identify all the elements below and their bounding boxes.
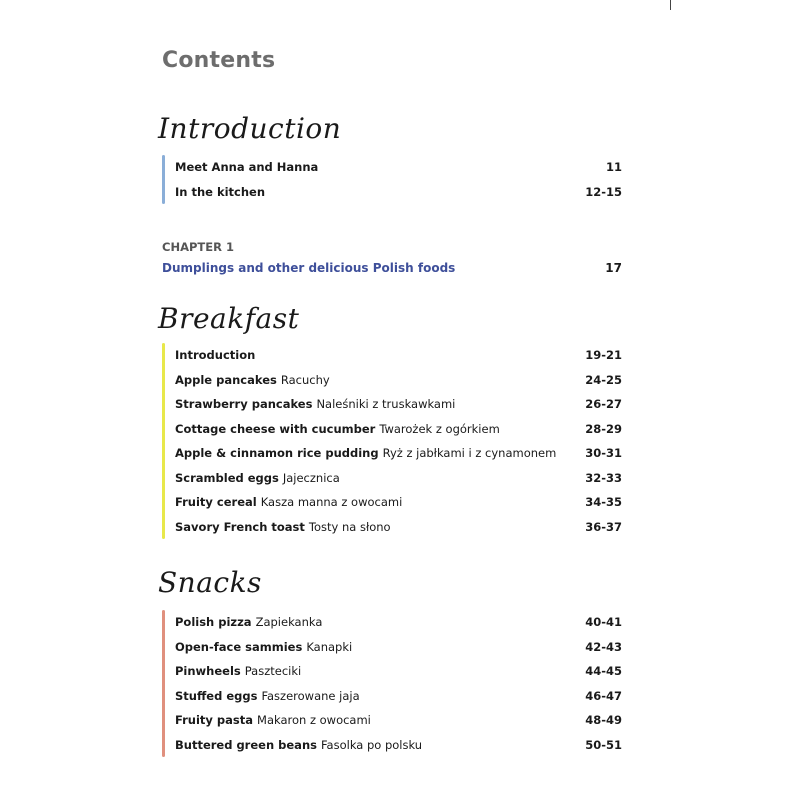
entry-polish-name: Kasza manna z owocami (260, 495, 403, 509)
section-breakfast (162, 343, 622, 539)
toc-entry[interactable] (162, 733, 622, 758)
entry-polish-name: Jajecznica (282, 470, 340, 485)
entry-pages: 30-31 (585, 446, 622, 460)
chapter-title: Dumplings and other delicious Polish foods (162, 261, 456, 275)
entry-pages: 19-21 (585, 348, 622, 362)
toc-entry[interactable] (162, 155, 622, 180)
section-heading-introduction: Introduction (158, 112, 342, 145)
entry-title: In the kitchen (175, 184, 266, 199)
entry-polish-name: Fasolka po polsku (320, 737, 423, 752)
entry-title: Open-face sammies (175, 639, 303, 654)
toc-entry[interactable] (162, 368, 622, 393)
page-edge-mark (670, 0, 671, 10)
entry-polish-name: Faszerowane jaja (261, 688, 360, 703)
entry-pages: 34-35 (585, 495, 622, 509)
toc-entry[interactable] (162, 417, 622, 442)
toc-entry[interactable] (162, 441, 622, 466)
entry-pages: 26-27 (585, 397, 622, 411)
chapter-pages: 17 (605, 261, 622, 275)
entry-polish-name: Ryż z jabłkami i z cynamonem (382, 446, 557, 460)
toc-entry[interactable] (162, 515, 622, 540)
entry-pages: 24-25 (585, 372, 622, 387)
entry-title: Fruity pasta (175, 713, 254, 727)
toc-entry[interactable] (162, 610, 622, 635)
entry-polish-name: Racuchy (280, 372, 330, 387)
entry-pages: 11 (605, 160, 622, 174)
entry-pages: 28-29 (585, 421, 622, 436)
section-heading-breakfast: Breakfast (158, 302, 300, 335)
toc-entry[interactable] (162, 490, 622, 515)
toc-entry[interactable] (162, 659, 622, 684)
entry-pages: 46-47 (585, 688, 622, 703)
section-snacks (162, 610, 622, 757)
section-introduction (162, 155, 622, 204)
chapter-label: CHAPTER 1 (162, 240, 234, 254)
entry-pages: 48-49 (585, 713, 622, 727)
entry-title: Meet Anna and Hanna (175, 160, 319, 174)
entry-polish-name: Tosty na słono (308, 519, 391, 534)
entry-pages: 36-37 (585, 519, 622, 534)
page-title: Contents (162, 48, 276, 73)
entry-title: Buttered green beans (175, 737, 317, 752)
entry-polish-name: Paszteciki (244, 664, 302, 678)
entry-pages: 50-51 (585, 737, 622, 752)
entry-pages: 42-43 (585, 639, 622, 654)
entry-polish-name: Kanapki (306, 639, 353, 654)
entry-title: Fruity cereal (175, 495, 257, 509)
entry-title: Polish pizza (175, 615, 252, 629)
entry-title: Stuffed eggs (175, 688, 258, 703)
toc-entry[interactable] (162, 635, 622, 660)
toc-entry[interactable] (162, 392, 622, 417)
entry-pages: 32-33 (585, 470, 622, 485)
toc-entry[interactable] (162, 684, 622, 709)
entry-pages: 12-15 (585, 184, 622, 199)
toc-entry[interactable] (162, 343, 622, 368)
entry-polish-name: Twarożek z ogórkiem (379, 421, 500, 436)
toc-entry[interactable] (162, 180, 622, 205)
entry-title: Strawberry pancakes (175, 397, 313, 411)
entry-polish-name: Zapiekanka (255, 615, 323, 629)
entry-title: Apple & cinnamon rice pudding (175, 446, 379, 460)
entry-pages: 44-45 (585, 664, 622, 678)
entry-title: Savory French toast (175, 519, 305, 534)
entry-title: Cottage cheese with cucumber (175, 421, 376, 436)
section-heading-snacks: Snacks (158, 566, 262, 599)
entry-title: Introduction (175, 348, 256, 362)
entry-polish-name: Naleśniki z truskawkami (316, 397, 456, 411)
toc-entry[interactable] (162, 708, 622, 733)
entry-title: Scrambled eggs (175, 470, 279, 485)
entry-polish-name: Makaron z owocami (257, 713, 371, 727)
toc-entry[interactable] (162, 466, 622, 491)
entry-pages: 40-41 (585, 615, 622, 629)
entry-title: Apple pancakes (175, 372, 277, 387)
entry-title: Pinwheels (175, 664, 241, 678)
chapter-entry[interactable] (162, 261, 622, 275)
